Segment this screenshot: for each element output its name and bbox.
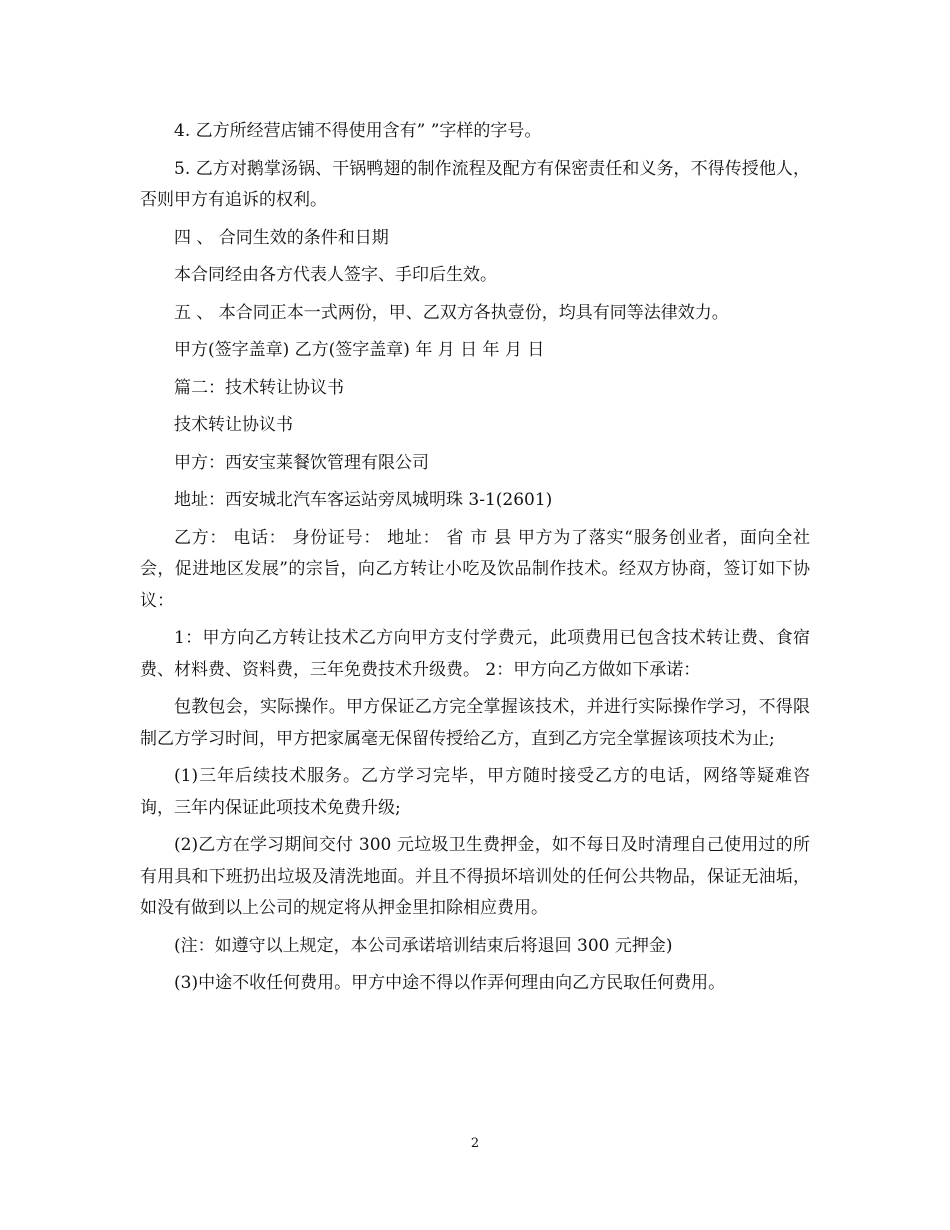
chapter-heading: 篇二：技术转让协议书 — [174, 377, 344, 398]
clause-4: 4. 乙方所经营店铺不得使用含有” ”字样的字号。 — [174, 121, 542, 141]
party-b-info: 乙方： 电话： 身份证号： 地址： 省 市 县 甲方为了落实“服务创业者，面向全社会，促进地区发展”的宗旨，向乙方转让小吃及饮品制作技术。经双方协商，签订如下协议： — [140, 527, 810, 611]
item-1-service: (1)三年后续技术服务。乙方学习完毕，甲方随时接受乙方的电话，网络等疑难咨询，三年内保证此项技术免费升级; — [140, 766, 810, 818]
clause-5: 5. 乙方对鹅掌汤锅、干锅鸭翅的制作流程及配方有保密责任和义务，不得传授他人，否则甲方有追诉的权利。 — [140, 158, 810, 210]
section-heading-4: 四 、 合同生效的条件和日期 — [174, 227, 389, 248]
document-body — [140, 116, 810, 1006]
item-3-fees: (3)中途不收任何费用。甲方中途不得以作弄何理由向乙方民取任何费用。 — [174, 973, 726, 993]
section-5-copies: 五 、 本合同正本一式两份，甲、乙双方各执壹份，均具有同等法律效力。 — [174, 302, 729, 323]
party-a: 甲方：西安宝莱餐饮管理有限公司 — [174, 452, 429, 473]
clause-1-2: 1：甲方向乙方转让技术乙方向甲方支付学费元，此项费用已包含技术转让费、食宿费、材料费、资料费，三年免费技术升级费。 2：甲方向乙方做如下承诺： — [140, 628, 810, 680]
item-2-deposit: (2)乙方在学习期间交付 300 元垃圾卫生费押金，如不每日及时清理自己使用过的所有用具和下班扔出垃圾及清洗地面。并且不得损坏培训处的任何公共物品，保证无油垢，如没有做到以上公司的规定将从押金里扣除相应费用。 — [140, 835, 810, 918]
signature-line: 甲方(签字盖章) 乙方(签字盖章) 年 月 日 年 月 日 — [174, 340, 545, 360]
party-a-address: 地址：西安城北汽车客运站旁凤城明珠 3-1(2601) — [174, 490, 553, 510]
deposit-note: (注：如遵守以上规定，本公司承诺培训结束后将退回 300 元押金) — [174, 935, 673, 956]
page-number: 2 — [470, 1136, 480, 1151]
teaching-guarantee: 包教包会，实际操作。甲方保证乙方完全掌握该技术，并进行实际操作学习，不得限制乙方学习时间，甲方把家属毫无保留传授给乙方，直到乙方完全掌握该项技术为止; — [140, 697, 810, 749]
agreement-title: 技术转让协议书 — [174, 415, 293, 435]
effective-condition: 本合同经由各方代表人签字、手印后生效。 — [174, 265, 497, 285]
